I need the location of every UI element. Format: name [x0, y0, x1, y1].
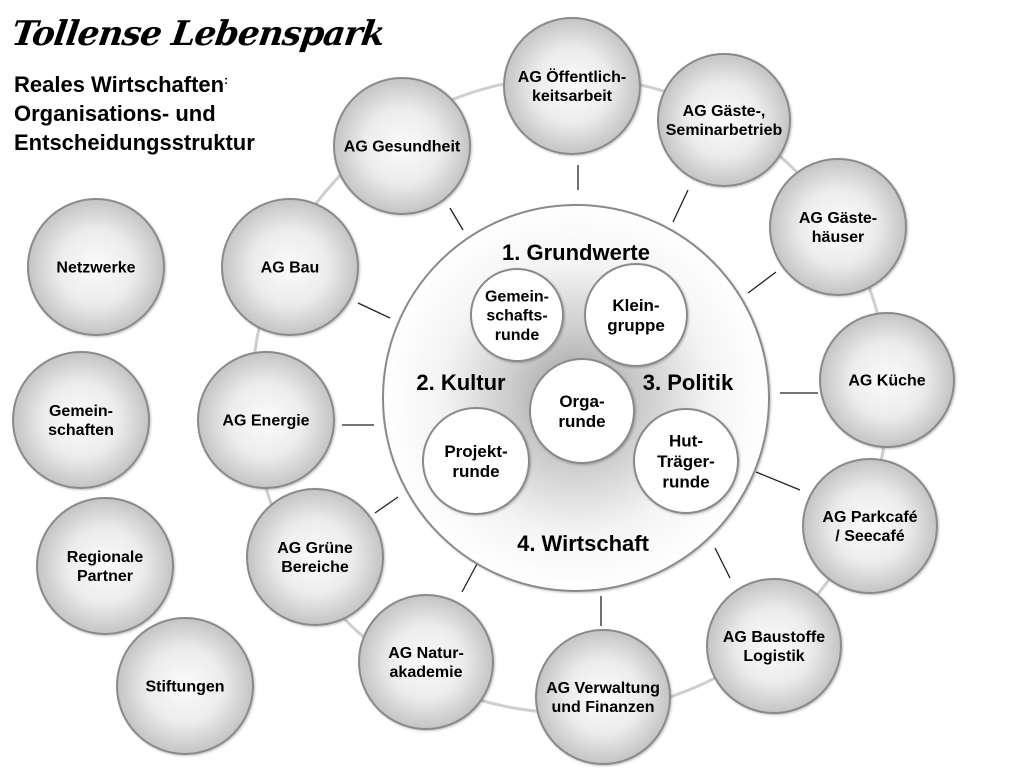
ag-energie: [198, 352, 334, 488]
kleingruppe: [585, 264, 687, 366]
ag-naturakademie-circle: [359, 595, 493, 729]
huttraegerrunde: [634, 409, 738, 513]
central-hub: [383, 205, 769, 591]
ag-oeffentlichkeitsarbeit-circle: [504, 18, 640, 154]
projektrunde-label-2: runde: [452, 462, 500, 482]
subtitle-colon: :: [224, 73, 229, 87]
ag-gaeste-seminarbetrieb: [658, 54, 790, 186]
section-wirtschaft: 4. Wirtschaft: [517, 531, 649, 556]
section-kultur: 2. Kultur: [416, 370, 506, 395]
gemeinschaften-label-2: schaften: [48, 422, 114, 440]
ag-naturakademie: [359, 595, 493, 729]
ag-gesundheit: [334, 78, 470, 214]
subtitle-line-1: Reales Wirtschaften: [14, 72, 225, 97]
ag-verwaltung-finanzen-label-1: AG Verwaltung: [546, 680, 660, 697]
ag-bau: [222, 199, 358, 335]
ag-baustoffe-logistik-label-1: AG Baustoffe: [722, 629, 826, 646]
ag-verwaltung-finanzen: [536, 630, 670, 764]
connector-line: [756, 472, 800, 490]
ag-verwaltung-finanzen-circle: [536, 630, 670, 764]
connector-line: [748, 272, 776, 293]
ag-gaestehaeuser: [770, 159, 906, 295]
gemeinschaften: [13, 352, 149, 488]
orgarunde-label-2: runde: [558, 412, 606, 432]
huttraegerrunde-label-1: Hut-: [669, 431, 703, 451]
ag-gaestehaeuser-circle: [770, 159, 906, 295]
ag-energie-label-1: AG Energie: [222, 412, 310, 430]
ag-baustoffe-logistik: [707, 579, 841, 713]
projektrunde-circle: [423, 408, 529, 514]
ag-kueche: [820, 313, 954, 447]
kleingruppe-label-1: Klein-: [612, 295, 660, 315]
kleingruppe-label-2: gruppe: [607, 316, 665, 336]
subtitle-line-2: Organisations- und: [14, 101, 216, 126]
ag-parkcafe-label-1: AG Parkcafé: [822, 509, 918, 526]
ag-bau-label-1: AG Bau: [260, 259, 320, 277]
ag-gruene-bereiche-label-2: Bereiche: [281, 559, 349, 577]
ag-naturakademie-label-2: akademie: [389, 664, 463, 682]
ag-verwaltung-finanzen-label-2: und Finanzen: [551, 699, 655, 717]
ag-gruene-bereiche-label-1: AG Grüne: [277, 540, 353, 557]
ag-kueche-label-1: AG Küche: [848, 372, 926, 390]
stiftungen-label-1: Stiftungen: [145, 678, 225, 696]
gemeinschaftsrunde-label-1: Gemein-: [484, 288, 550, 306]
ag-gruene-bereiche-circle: [247, 489, 383, 625]
ag-naturakademie-label-1: AG Natur-: [388, 645, 464, 662]
connector-line: [375, 497, 398, 513]
projektrunde-label-1: Projekt-: [444, 441, 508, 461]
ag-parkcafe: [803, 459, 937, 593]
ag-oeffentlichkeitsarbeit-label-2: keitsarbeit: [531, 88, 613, 106]
ag-gaeste-seminarbetrieb-label-1: AG Gäste-,: [682, 103, 766, 120]
regionale-partner-circle: [37, 498, 173, 634]
connector-line: [358, 303, 390, 318]
regionale-partner-label-2: Partner: [76, 568, 134, 586]
projektrunde: [423, 408, 529, 514]
kleingruppe-circle: [585, 264, 687, 366]
connector-line: [462, 562, 478, 592]
section-grundwerte: 1. Grundwerte: [502, 240, 650, 265]
connector-line: [715, 548, 730, 578]
gemeinschaftsrunde-label-2: schafts-: [486, 307, 548, 325]
connector-line: [450, 208, 463, 230]
ag-gruene-bereiche: [247, 489, 383, 625]
ag-gaestehaeuser-label-2: häuser: [811, 229, 865, 247]
huttraegerrunde-label-3: runde: [662, 472, 710, 492]
gemeinschaftsrunde-label-3: runde: [494, 326, 540, 344]
section-politik: 3. Politik: [642, 370, 734, 395]
ag-gesundheit-label-1: AG Gesundheit: [343, 138, 461, 156]
ag-gaestehaeuser-label-1: AG Gäste-: [798, 210, 878, 227]
brand-title: Tollense Lebenspark: [9, 14, 387, 54]
ag-gaeste-seminarbetrieb-circle: [658, 54, 790, 186]
ag-oeffentlichkeitsarbeit-label-1: AG Öffentlich-: [517, 69, 627, 86]
regionale-partner: [37, 498, 173, 634]
orgarunde: [530, 359, 634, 463]
gemeinschaften-label-1: Gemein-: [48, 403, 114, 420]
ag-baustoffe-logistik-label-2: Logistik: [743, 648, 805, 666]
orgarunde-circle: [530, 359, 634, 463]
ag-oeffentlichkeitsarbeit: [504, 18, 640, 154]
gemeinschaftsrunde: [471, 269, 563, 361]
netzwerke-label-1: Netzwerke: [56, 259, 136, 277]
gemeinschaften-circle: [13, 352, 149, 488]
subtitle-line-3: Entscheidungsstruktur: [14, 130, 255, 155]
regionale-partner-label-1: Regionale: [66, 549, 144, 566]
netzwerke: [28, 199, 164, 335]
connector-line: [673, 190, 688, 222]
orgarunde-label-1: Orga-: [559, 391, 605, 411]
ag-gaeste-seminarbetrieb-label-2: Seminarbetrieb: [665, 122, 783, 140]
ag-baustoffe-logistik-circle: [707, 579, 841, 713]
stiftungen: [117, 618, 253, 754]
huttraegerrunde-label-2: Träger-: [657, 451, 715, 471]
ag-parkcafe-label-2: / Seecafé: [835, 528, 905, 546]
ag-parkcafe-circle: [803, 459, 937, 593]
